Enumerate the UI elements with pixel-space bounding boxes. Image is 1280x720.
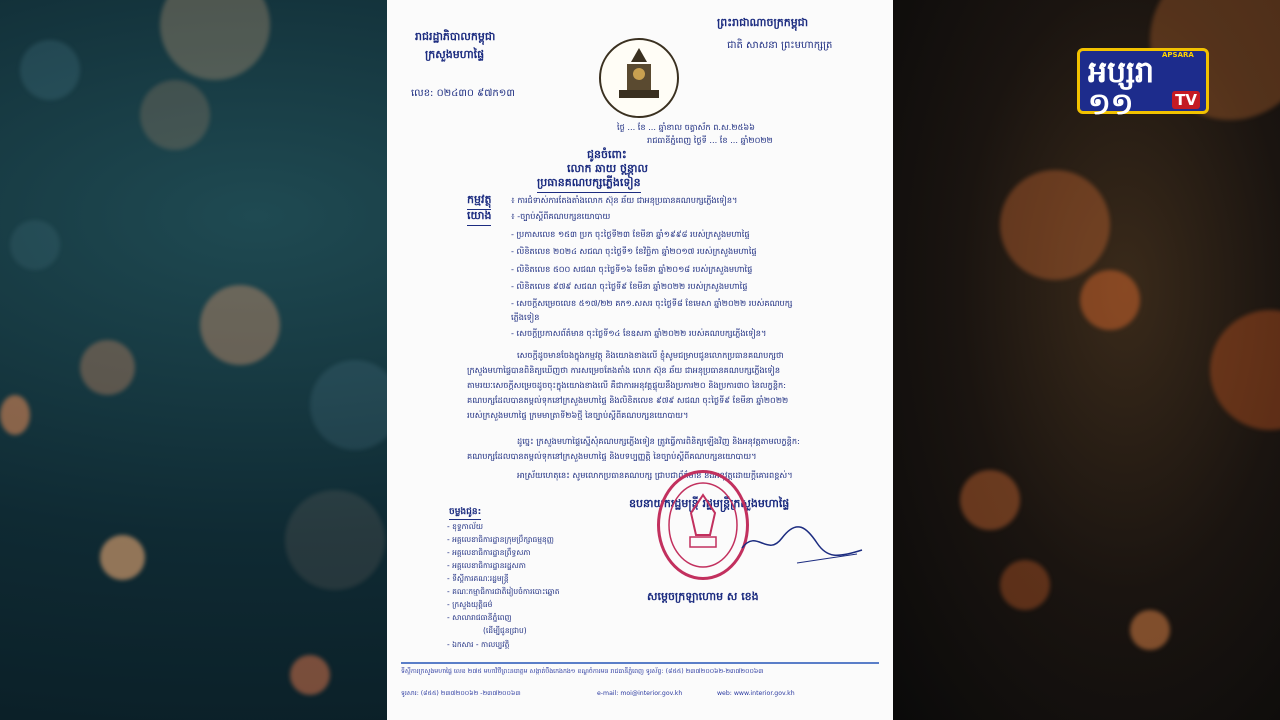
body-line: ក្រសួងមហាផ្ទៃបានពិនិត្យឃើញថា ការសម្រេចតែងតាំង លោក ស៊ុន ឆ័យ ជាអនុប្រធានគណបក្សភ្លើងទៀន [467, 365, 781, 375]
letter-number: លេខ: ០២៤៣០ ៩៧ក១៣ [411, 88, 515, 99]
recipient-title: ប្រធានគណបក្សភ្លើងទៀន [537, 176, 641, 193]
footer-web: web: www.interior.gov.kh [717, 690, 795, 697]
signatory-title: ឧបនាយករដ្ឋមន្ត្រី រដ្ឋមន្ត្រីក្រសួងមហាផ្ទៃ [629, 497, 790, 510]
cc-item: - អគ្គលេខាធិការដ្ឋានក្រុមប្រឹក្សាធម្មនុញ្ញ [447, 535, 554, 544]
reference-label: យោង [467, 209, 491, 226]
apsara-tv-logo [1077, 48, 1209, 122]
header-ministry: ក្រសួងមហាផ្ទៃ [425, 48, 485, 61]
logo-apsara-text: APSARA [1162, 51, 1194, 59]
footer-fax: ទូរសារ: (៨៥៥) ២៣៧២០០៦២ -២៣៧២០០៦៣ [401, 690, 521, 697]
reference-line: ៖ -ច្បាប់ស្តីពីគណបក្សនយោបាយ [511, 211, 611, 221]
footer-divider [401, 662, 879, 664]
official-letter [387, 0, 893, 720]
cc-item: - ខុទ្ទកាល័យ [447, 522, 484, 531]
header-kingdom: ព្រះរាជាណាចក្រកម្ពុជា [717, 16, 809, 29]
reference-line: - លិខិតលេខ ២០២៤ សជណ ចុះថ្ងៃទី១ ខែវិច្ឆិកា ឆ្នាំ២០១៧ របស់ក្រសួងមហាផ្ទៃ [511, 246, 757, 256]
body-line: គណបក្សដែលបានតម្កល់ទុកនៅក្រសួងមហាផ្ទៃ និងលិខិតលេខ ៩៧៩ សជណ ចុះថ្ងៃទី៩ ខែមីនា ឆ្នាំ២០២២ [467, 395, 789, 405]
header-government: រាជរដ្ឋាភិបាលកម្ពុជា [415, 30, 496, 43]
cc-item: - សាលារាជធានីភ្នំពេញ [447, 613, 512, 622]
cc-item: - ទីស្តីការគណៈរដ្ឋមន្ត្រី [447, 574, 509, 583]
cc-label: ចម្លងជូន: [449, 506, 481, 520]
recipient-prefix: ជូនចំពោះ [587, 148, 627, 161]
cc-item: (ដើម្បីជូនជ្រាប) [483, 626, 527, 635]
ministry-stamp [657, 470, 749, 580]
body-line: របស់ក្រសួងមហាផ្ទៃ ក្រមមាត្រាទី២៦ថ្មី នៃច្បាប់ស្តីពីគណបក្សនយោបាយ។ [467, 410, 689, 420]
cc-item: - ឯកសារ - កាលប្បវត្តិ [447, 640, 510, 649]
closing-line: អាស្រ័យហេតុនេះ សូមលោកប្រធានគណបក្ស ជ្រាបជាព័ត៌មាន និងអនុវត្តដោយក្តីគោរពខ្ពស់។ [517, 470, 793, 480]
subject-label: កម្មវត្ថុ [467, 193, 491, 210]
cc-item: - អគ្គលេខាធិការដ្ឋានព្រឹទ្ធសភា [447, 548, 531, 557]
body-line: សេចក្តីដូចមានចែងក្នុងកម្មវត្ថុ និងយោងខាងលើ ខ្ញុំសូមជម្រាបជូនលោកប្រធានគណបក្សថា [517, 350, 784, 360]
reference-line: - ប្រកាសលេខ ១៥៣ ប្រក ចុះថ្ងៃទី២៣ ខែមីនា ឆ្នាំ១៩៩៨ របស់ក្រសួងមហាផ្ទៃ [511, 229, 750, 239]
subject-text: ៖ ការជំទាស់ការតែងតាំងលោក ស៊ុន ឆ័យ ជាអនុប្រធានគណបក្សភ្លើងទៀន។ [511, 195, 738, 205]
reference-line: - សេចក្តីប្រកាសព័ត៌មាន ចុះថ្ងៃទី១៤ ខែឧសភា ឆ្នាំ២០២២ របស់គណបក្សភ្លើងទៀន។ [511, 328, 767, 338]
reference-line: - លិខិតលេខ ៥០០ សជណ ចុះថ្ងៃទី១៦ ខែមីនា ឆ្នាំ២០១៨ របស់ក្រសួងមហាផ្ទៃ [511, 264, 753, 274]
royal-arms-emblem [599, 38, 679, 118]
cc-item: - អគ្គលេខាធិការដ្ឋានរដ្ឋសភា [447, 561, 526, 570]
reference-line: ភ្លើងទៀន [511, 312, 540, 322]
date-solar: រាជធានីភ្នំពេញ ថ្ងៃទី ... ខែ ... ឆ្នាំ២០២២ [647, 135, 773, 145]
body-line: ដូច្នេះ ក្រសួងមហាផ្ទៃស្នើសុំគណបក្សភ្លើងទៀន ត្រូវធ្វើការពិនិត្យឡើងវិញ និងអនុវត្តតាមលក្ខន្តិក: [517, 436, 800, 446]
footer-address: ទីស្តីការក្រសួងមហាផ្ទៃ លេខ ២៧៥ មហាវិថីព្រះនរោត្តម សង្កាត់បឹងកេងកង១ ខណ្ឌចំការមន រាជធានីភ្នំពេញ ទូរស័ព្ទ: (៨៥៥) ២៣៧២០០៦២-២៣៧២០០៦៣ [401, 668, 764, 675]
logo-tv-text: TV [1172, 91, 1200, 109]
body-line: គណបក្សដែលបានតម្កល់ទុកនៅក្រសួងមហាផ្ទៃ និងបទប្បញ្ញត្តិ នៃច្បាប់ស្តីពីគណបក្សនយោបាយ។ [467, 451, 757, 461]
cc-item: - ក្រសួងយុត្តិធម៌ [447, 600, 493, 609]
recipient-name: លោក ឆាយ ថន្ណាល [567, 162, 648, 175]
date-lunar: ថ្ងៃ ... ខែ ... ឆ្នាំខាល ចត្វាស័ក ព.ស.២៥៦៦ [617, 122, 755, 132]
logo-main-text: អប្សរា ១១ [1088, 55, 1155, 122]
cc-item: - គណៈកម្មាធិការជាតិរៀបចំការបោះឆ្នោត [447, 587, 560, 596]
header-motto: ជាតិ សាសនា ព្រះមហាក្សត្រ [727, 40, 833, 51]
reference-line: - សេចក្តីសម្រេចលេខ ៥១៧/២២ គក១.សសរ ចុះថ្ងៃទី៨ ខែមេសា ឆ្នាំ២០២២ របស់គណបក្ស [511, 298, 793, 308]
body-line: តាមរយៈសេចក្តីសម្រេចដូចចុះក្នុងយោងខាងលើ គឺជាការអនុវត្តផ្ទុយនឹងប្រការ២០ និងប្រការ៣០ នៃលក្ខន្តិក: [467, 380, 787, 390]
reference-line: - លិខិតលេខ ៩៧៩ សជណ ចុះថ្ងៃទី៩ ខែមីនា ឆ្នាំ២០២២ របស់ក្រសួងមហាផ្ទៃ [511, 281, 748, 291]
signatory-name: សម្តេចក្រឡាហោម ស ខេង [647, 590, 759, 603]
footer-email: e-mail: moi@interior.gov.kh [597, 690, 683, 697]
signature-icon [737, 508, 867, 568]
